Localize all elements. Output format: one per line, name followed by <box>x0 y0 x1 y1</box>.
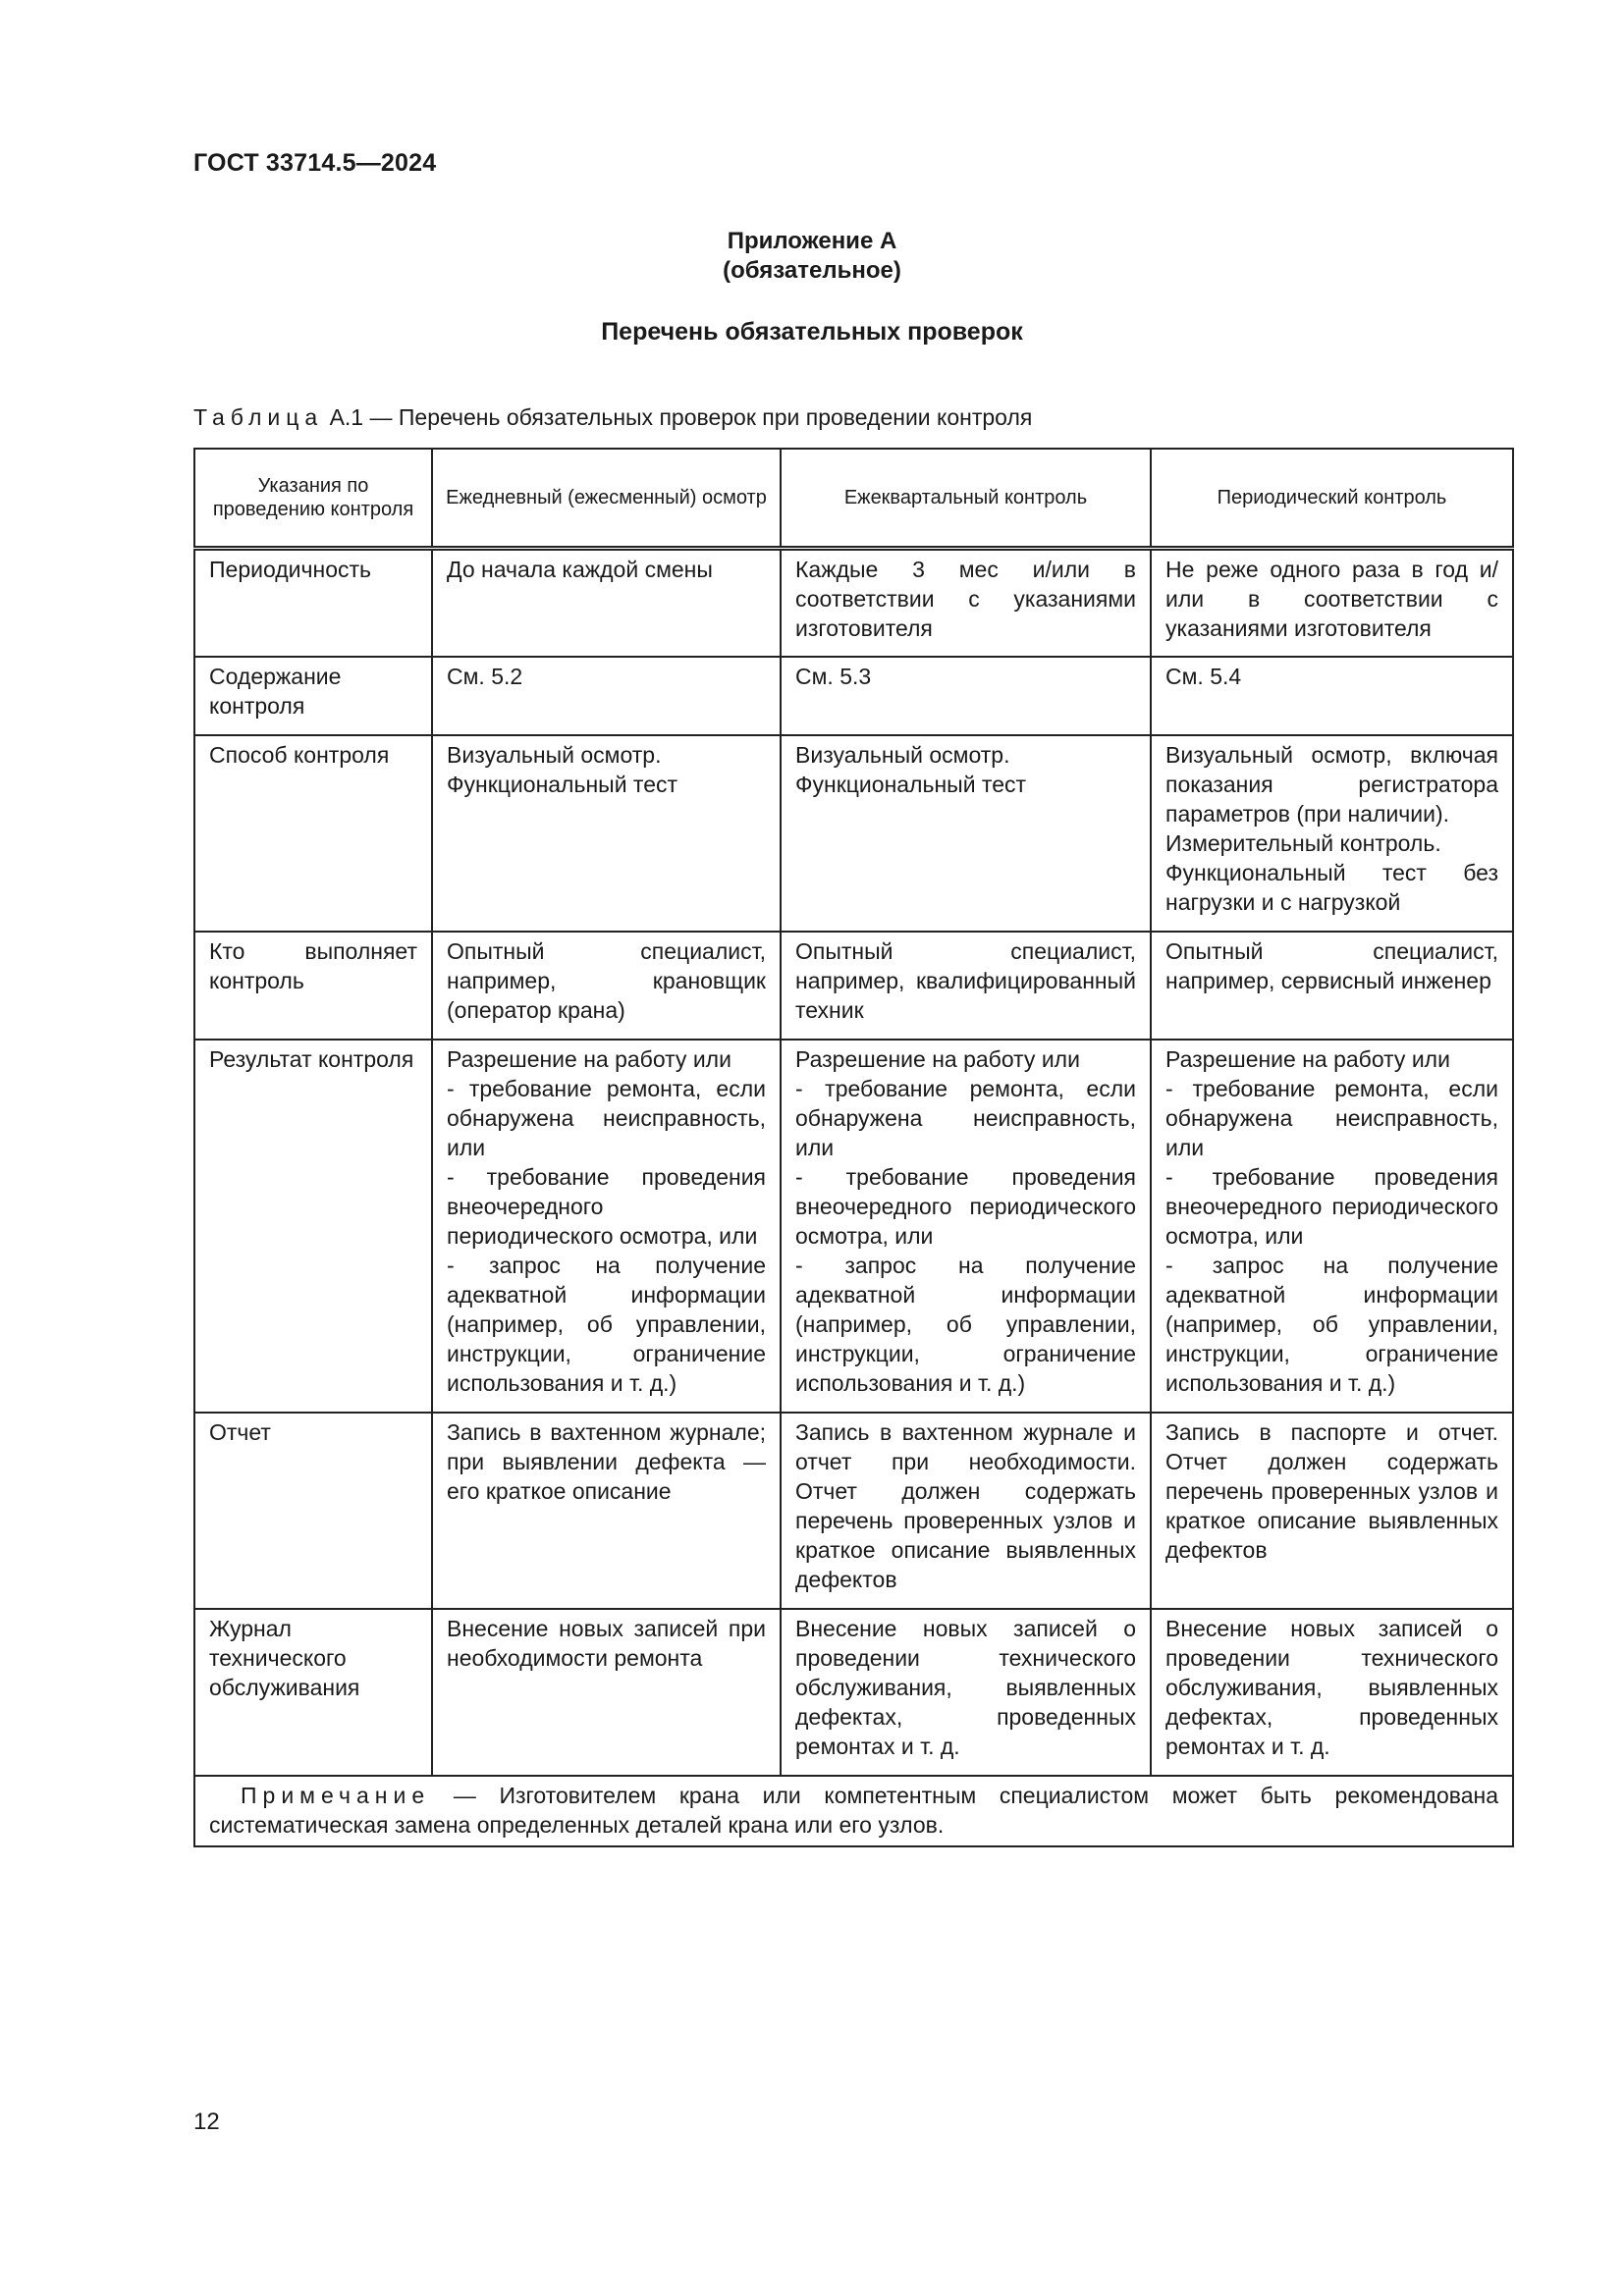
cell-quarterly <box>781 735 1151 932</box>
table-row <box>194 1040 1513 1413</box>
page-number: 12 <box>193 2109 220 2135</box>
cell-line: Визуальный осмотр. <box>795 741 1010 768</box>
cell-quarterly: Каждые 3 мес и/или в соответствии с указаниями изготовителя <box>781 549 1151 657</box>
table-header-row <box>194 449 1513 549</box>
cell-daily: Опытный специалист, например, крановщик (оператор крана) <box>432 932 781 1040</box>
table-note <box>194 1776 1513 1846</box>
cell-periodic: Опытный специалист, например, сервисный инженер <box>1151 932 1513 1040</box>
cell-line: Функциональный тест <box>795 771 1027 797</box>
row-label: Отчет <box>194 1413 432 1609</box>
cell-line: - требование ремонта, если обнаружена неисправность, или <box>447 1075 766 1160</box>
cell-line: Визуальный осмотр. <box>447 741 662 768</box>
row-label: Способ контроля <box>194 735 432 932</box>
table-row <box>194 549 1513 657</box>
checks-table <box>193 448 1514 1847</box>
column-header-periodic: Периодический контроль <box>1151 449 1513 549</box>
cell-quarterly: Опытный специалист, например, квалифицированный техник <box>781 932 1151 1040</box>
cell-periodic: Запись в паспорте и отчет. Отчет должен содержать перечень проверенных узлов и краткое описание выявленных дефектов <box>1151 1413 1513 1609</box>
cell-line: Разрешение на работу или <box>1165 1045 1450 1072</box>
cell-daily: Внесение новых записей при необходимости ремонта <box>432 1609 781 1776</box>
cell-periodic: Не реже одного раза в год и/или в соответствии с указаниями изготовителя <box>1151 549 1513 657</box>
cell-daily <box>432 1040 781 1413</box>
cell-line: - требование ремонта, если обнаружена неисправность, или <box>795 1075 1136 1160</box>
cell-quarterly: Внесение новых записей о проведении технического обслуживания, выявленных дефектах, проведенных ремонтах и т. д. <box>781 1609 1151 1776</box>
table-caption <box>193 404 1032 431</box>
cell-line: - запрос на получение адекватной информации (например, об управлении, инструкции, ограничение использования и т. д.) <box>1165 1252 1498 1396</box>
section-title: Перечень обязательных проверок <box>601 318 1023 346</box>
cell-line: Разрешение на работу или <box>447 1045 731 1072</box>
cell-daily <box>432 735 781 932</box>
cell-periodic <box>1151 735 1513 932</box>
cell-line: Функциональный тест без нагрузки и с нагрузкой <box>1165 859 1498 915</box>
row-label: Кто выполняет контроль <box>194 932 432 1040</box>
cell-line: - требование проведения внеочередного периодического осмотра, или <box>1165 1163 1498 1249</box>
cell-quarterly: См. 5.3 <box>781 657 1151 735</box>
cell-line: - запрос на получение адекватной информации (например, об управлении, инструкции, ограничение использования и т. д.) <box>795 1252 1136 1396</box>
table-note-row <box>194 1776 1513 1846</box>
cell-line: Визуальный осмотр, включая показания регистратора параметров (при наличии). <box>1165 741 1498 827</box>
table-caption-label: Таблица <box>193 404 324 430</box>
cell-quarterly: Запись в вахтенном журнале и отчет при необходимости. Отчет должен содержать перечень проверенных узлов и краткое описание выявленных дефектов <box>781 1413 1151 1609</box>
table-row <box>194 1609 1513 1776</box>
table-row <box>194 735 1513 932</box>
cell-line: - запрос на получение адекватной информации (например, об управлении, инструкции, ограничение использования и т. д.) <box>447 1252 766 1396</box>
appendix-status: (обязательное) <box>723 257 901 284</box>
cell-periodic: Внесение новых записей о проведении технического обслуживания, выявленных дефектах, проведенных ремонтах и т. д. <box>1151 1609 1513 1776</box>
standard-id: ГОСТ 33714.5—2024 <box>193 149 437 177</box>
note-label: Примечание <box>241 1782 431 1808</box>
column-header-daily: Ежедневный (ежесменный) осмотр <box>432 449 781 549</box>
cell-periodic <box>1151 1040 1513 1413</box>
row-label: Журнал технического обслуживания <box>194 1609 432 1776</box>
row-label: Содержание контроля <box>194 657 432 735</box>
cell-line: Измерительный контроль. <box>1165 829 1441 856</box>
table-row <box>194 657 1513 735</box>
cell-line: Функциональный тест <box>447 771 678 797</box>
column-header-quarterly: Ежеквартальный контроль <box>781 449 1151 549</box>
cell-line: - требование проведения внеочередного периодического осмотра, или <box>795 1163 1136 1249</box>
table-caption-text: А.1 — Перечень обязательных проверок при проведении контроля <box>329 404 1033 430</box>
cell-periodic: См. 5.4 <box>1151 657 1513 735</box>
table-row <box>194 1413 1513 1609</box>
cell-line: - требование проведения внеочередного периодического осмотра, или <box>447 1163 766 1249</box>
row-label: Результат контроля <box>194 1040 432 1413</box>
cell-daily: См. 5.2 <box>432 657 781 735</box>
note-text: — Изготовителем крана или компетентным специалистом может быть рекомендована систематическая замена определенных деталей крана или его узлов. <box>209 1782 1498 1838</box>
appendix-title: Приложение А <box>727 228 897 254</box>
table-row <box>194 932 1513 1040</box>
cell-daily: До начала каждой смены <box>432 549 781 657</box>
cell-line: - требование ремонта, если обнаружена неисправность, или <box>1165 1075 1498 1160</box>
cell-daily: Запись в вахтенном журнале; при выявлении дефекта — его краткое описание <box>432 1413 781 1609</box>
cell-quarterly <box>781 1040 1151 1413</box>
row-label: Периодичность <box>194 549 432 657</box>
cell-line: Разрешение на работу или <box>795 1045 1080 1072</box>
column-header-instructions: Указания по проведению контроля <box>194 449 432 549</box>
